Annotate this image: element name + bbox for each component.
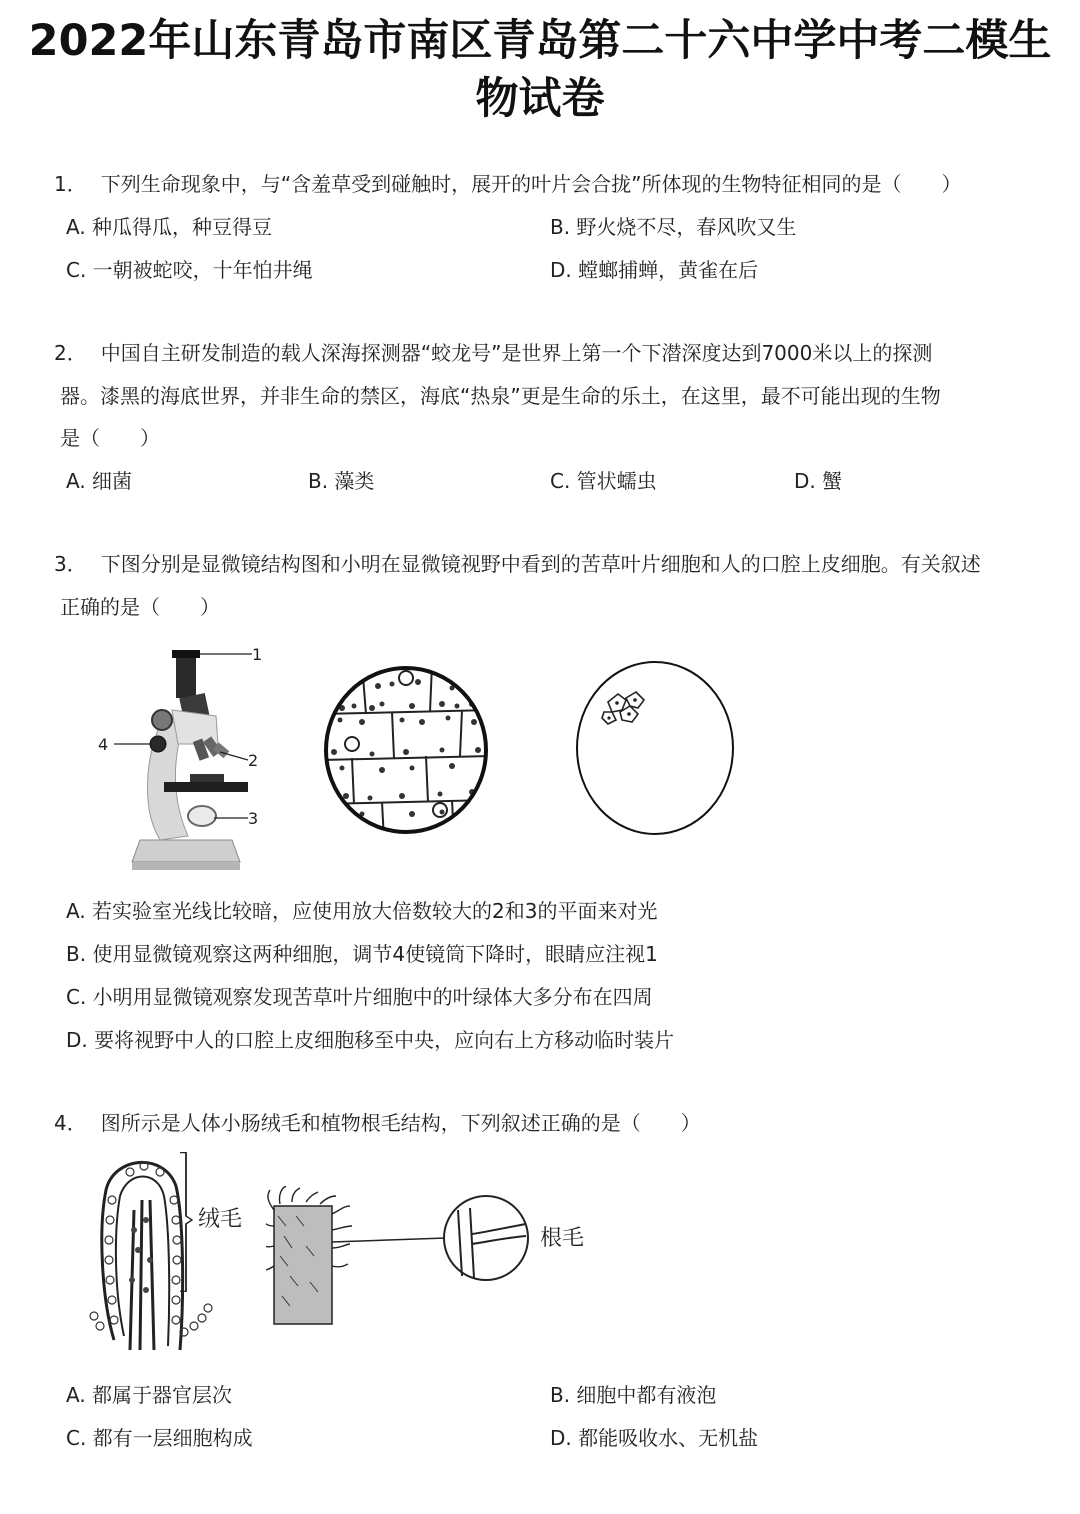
question-2-stem-line-3: 是（ ） <box>60 426 160 450</box>
question-1-option-b: B. 野火烧不尽，春风吹又生 <box>550 215 797 239</box>
question-text: 下列生命现象中，与“含羞草受到碰触时，展开的叶片会合拢”所体现的生物特征相同的是（ ） <box>100 172 962 196</box>
question-2-option-b: B. 藻类 <box>308 469 375 493</box>
intestinal-villus-figure <box>84 1150 234 1362</box>
root-hair-label: 根毛 <box>540 1226 585 1251</box>
root-hair-figure <box>266 1186 536 1326</box>
question-number: 2． <box>54 341 87 365</box>
question-3-option-c: C. 小明用显微镜观察发现苦草叶片细胞中的叶绿体大多分布在四周 <box>66 985 653 1009</box>
villus-label: 绒毛 <box>198 1207 243 1232</box>
question-3-option-a: A. 若实验室光线比较暗，应使用放大倍数较大的2和3的平面来对光 <box>66 899 658 923</box>
question-1-option-c: C. 一朝被蛇咬，十年怕井绳 <box>66 258 313 282</box>
question-4-stem <box>54 1109 701 1137</box>
question-2-option-c: C. 管状蠕虫 <box>550 469 657 493</box>
question-2-stem-line-2: 器。漆黑的海底世界，并非生命的禁区，海底“热泉”更是生命的乐土，在这里，最不可能出现的生物 <box>60 384 941 408</box>
question-2-option-d: D. 蟹 <box>794 469 843 493</box>
question-4-option-a: A. 都属于器官层次 <box>66 1383 233 1407</box>
question-4-option-b: B. 细胞中都有液泡 <box>550 1383 717 1407</box>
cheek-cells-view <box>574 658 736 838</box>
question-text: 中国自主研发制造的载人深海探测器“蛟龙号”是世界上第一个下潜深度达到7000米以上的探测 <box>100 341 933 365</box>
question-1-option-d: D. 螳螂捕蝉，黄雀在后 <box>550 258 759 282</box>
leaf-cells-view <box>322 664 492 840</box>
question-3-stem-line-1 <box>54 550 981 578</box>
question-number: 3． <box>54 552 87 576</box>
question-3-option-d: D. 要将视野中人的口腔上皮细胞移至中央，应向右上方移动临时装片 <box>66 1028 675 1052</box>
microscope-label-2: 2 <box>248 751 259 770</box>
question-text: 图所示是人体小肠绒毛和植物根毛结构，下列叙述正确的是（ ） <box>100 1111 701 1135</box>
page-title <box>0 12 1080 128</box>
microscope-label-4: 4 <box>98 735 109 754</box>
microscope-figure <box>92 640 272 880</box>
question-1-option-a: A. 种瓜得瓜，种豆得豆 <box>66 215 273 239</box>
title-line-2: 物试卷 <box>475 74 605 124</box>
microscope-label-3: 3 <box>248 809 259 828</box>
question-number: 1． <box>54 172 87 196</box>
question-2-stem-line-1 <box>54 339 932 367</box>
question-4-option-c: C. 都有一层细胞构成 <box>66 1426 253 1450</box>
title-line-1: 2022年山东青岛市南区青岛第二十六中学中考二模生 <box>28 16 1052 66</box>
question-1-stem <box>54 170 961 198</box>
question-3-stem-line-2: 正确的是（ ） <box>60 595 220 619</box>
question-text: 下图分别是显微镜结构图和小明在显微镜视野中看到的苦草叶片细胞和人的口腔上皮细胞。有关叙述 <box>100 552 981 576</box>
question-number: 4． <box>54 1111 87 1135</box>
microscope-label-1: 1 <box>252 645 263 664</box>
question-2-option-a: A. 细菌 <box>66 469 133 493</box>
question-4-option-d: D. 都能吸收水、无机盐 <box>550 1426 759 1450</box>
question-3-option-b: B. 使用显微镜观察这两种细胞，调节4使镜筒下降时，眼睛应注视1 <box>66 942 658 966</box>
